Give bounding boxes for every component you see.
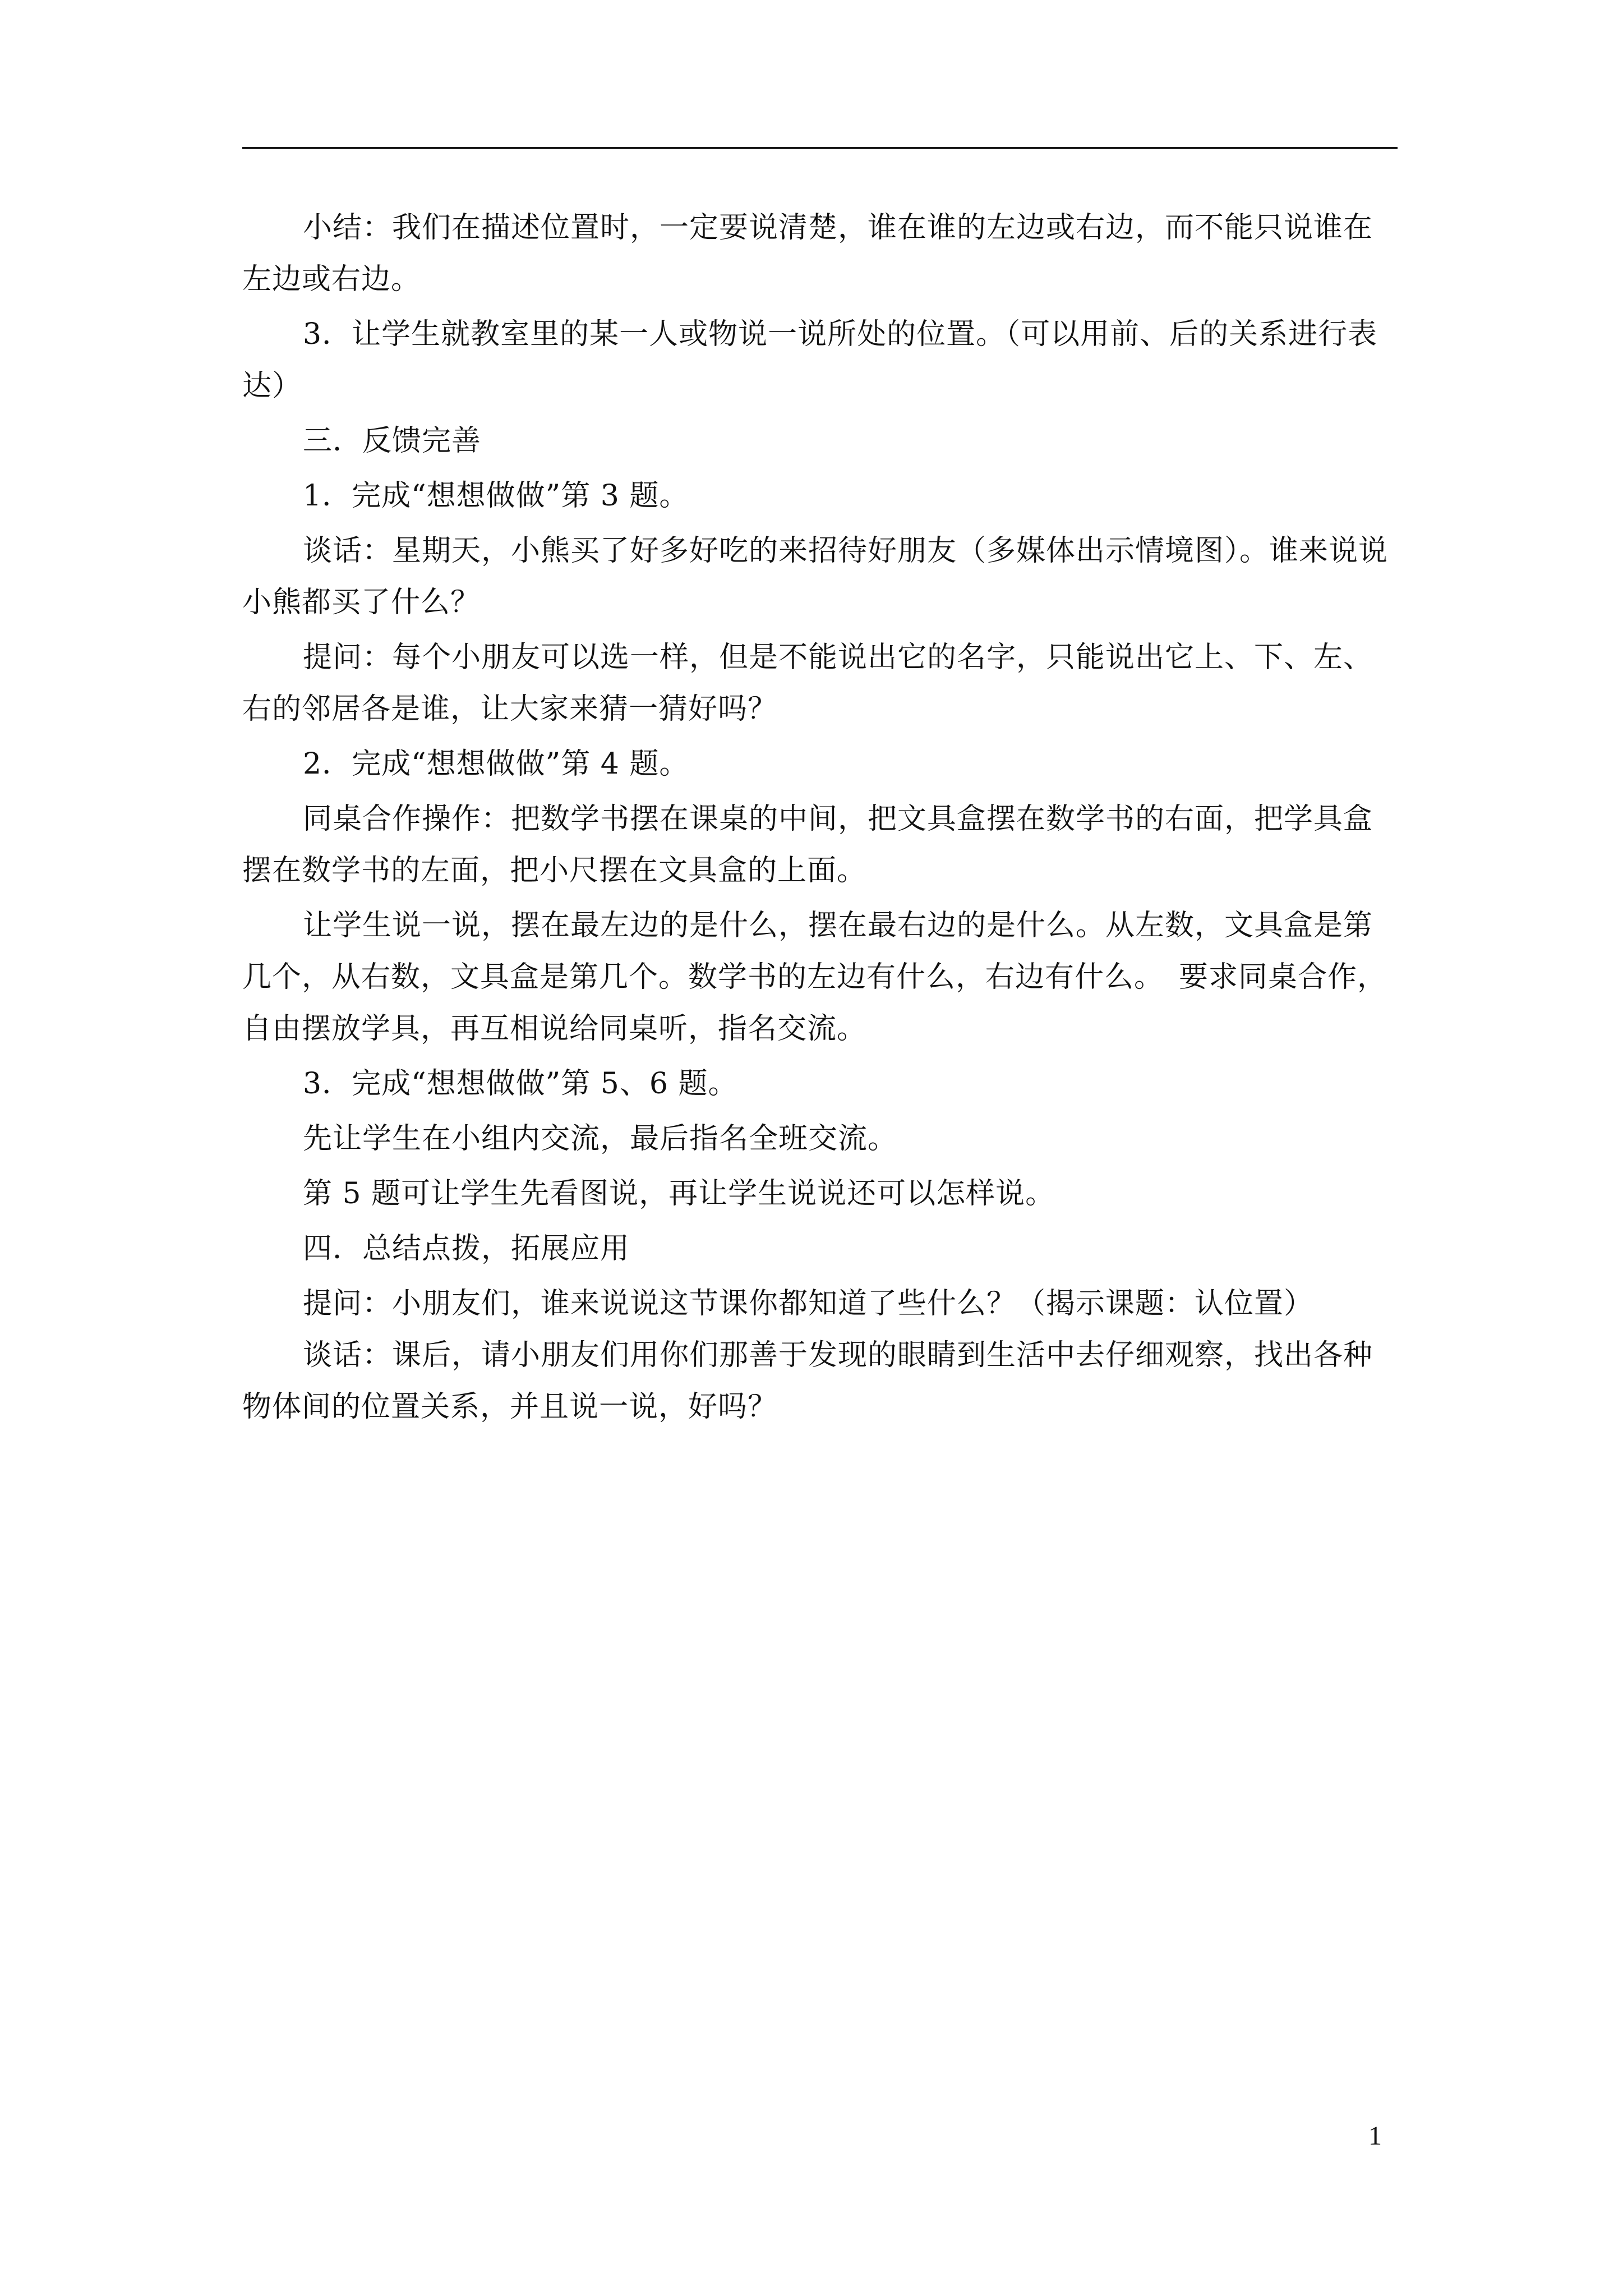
paragraph: 提问：每个小朋友可以选一样，但是不能说出它的名字，只能说出它上、下、左、右的邻居各是谁，让大家来猜一猜好吗？ xyxy=(242,641,1373,726)
paragraph: 小结：我们在描述位置时，一定要说清楚，谁在谁的左边或右边，而不能只说谁在左边或右边。 xyxy=(242,211,1373,296)
document-body xyxy=(242,202,1400,1436)
page-number: 1 xyxy=(1368,2121,1382,2151)
paragraph: 2．完成“想想做做”第 4 题。 xyxy=(303,747,689,781)
paragraph: 谈话：星期天，小熊买了好多好吃的来招待好朋友（多媒体出示情境图）。谁来说说小熊都买了什么？ xyxy=(242,534,1389,619)
paragraph: 先让学生在小组内交流，最后指名全班交流。 xyxy=(303,1122,898,1156)
paragraph: 1．完成“想想做做”第 3 题。 xyxy=(303,479,689,513)
paragraph: 同桌合作操作：把数学书摆在课桌的中间，把文具盒摆在数学书的右面，把学具盒摆在数学书的左面，把小尺摆在文具盒的上面。 xyxy=(242,802,1373,887)
header-rule xyxy=(242,147,1398,149)
paragraph: 3．完成“想想做做”第 5、6 题。 xyxy=(303,1067,738,1101)
paragraph: 3．让学生就教室里的某一人或物说一说所处的位置。（可以用前、后的关系进行表达） xyxy=(242,318,1378,403)
paragraph: 让学生说一说，摆在最左边的是什么，摆在最右边的是什么。从左数，文具盒是第几个，从右数，文具盒是第几个。数学书的左边有什么，右边有什么。 要求同桌合作，自由摆放学具，再互相说给同桌听，指名交流。 xyxy=(242,909,1387,1046)
paragraph: 谈话：课后，请小朋友们用你们那善于发现的眼睛到生活中去仔细观察，找出各种物体间的位置关系，并且说一说，好吗？ xyxy=(242,1338,1373,1424)
section-heading: 三．反馈完善 xyxy=(303,424,482,458)
paragraph: 提问：小朋友们，谁来说说这节课你都知道了些什么？（揭示课题：认位置） xyxy=(303,1287,1314,1320)
section-heading: 四．总结点拨，拓展应用 xyxy=(303,1232,630,1266)
paragraph: 第 5 题可让学生先看图说，再让学生说说还可以怎样说。 xyxy=(303,1177,1055,1211)
